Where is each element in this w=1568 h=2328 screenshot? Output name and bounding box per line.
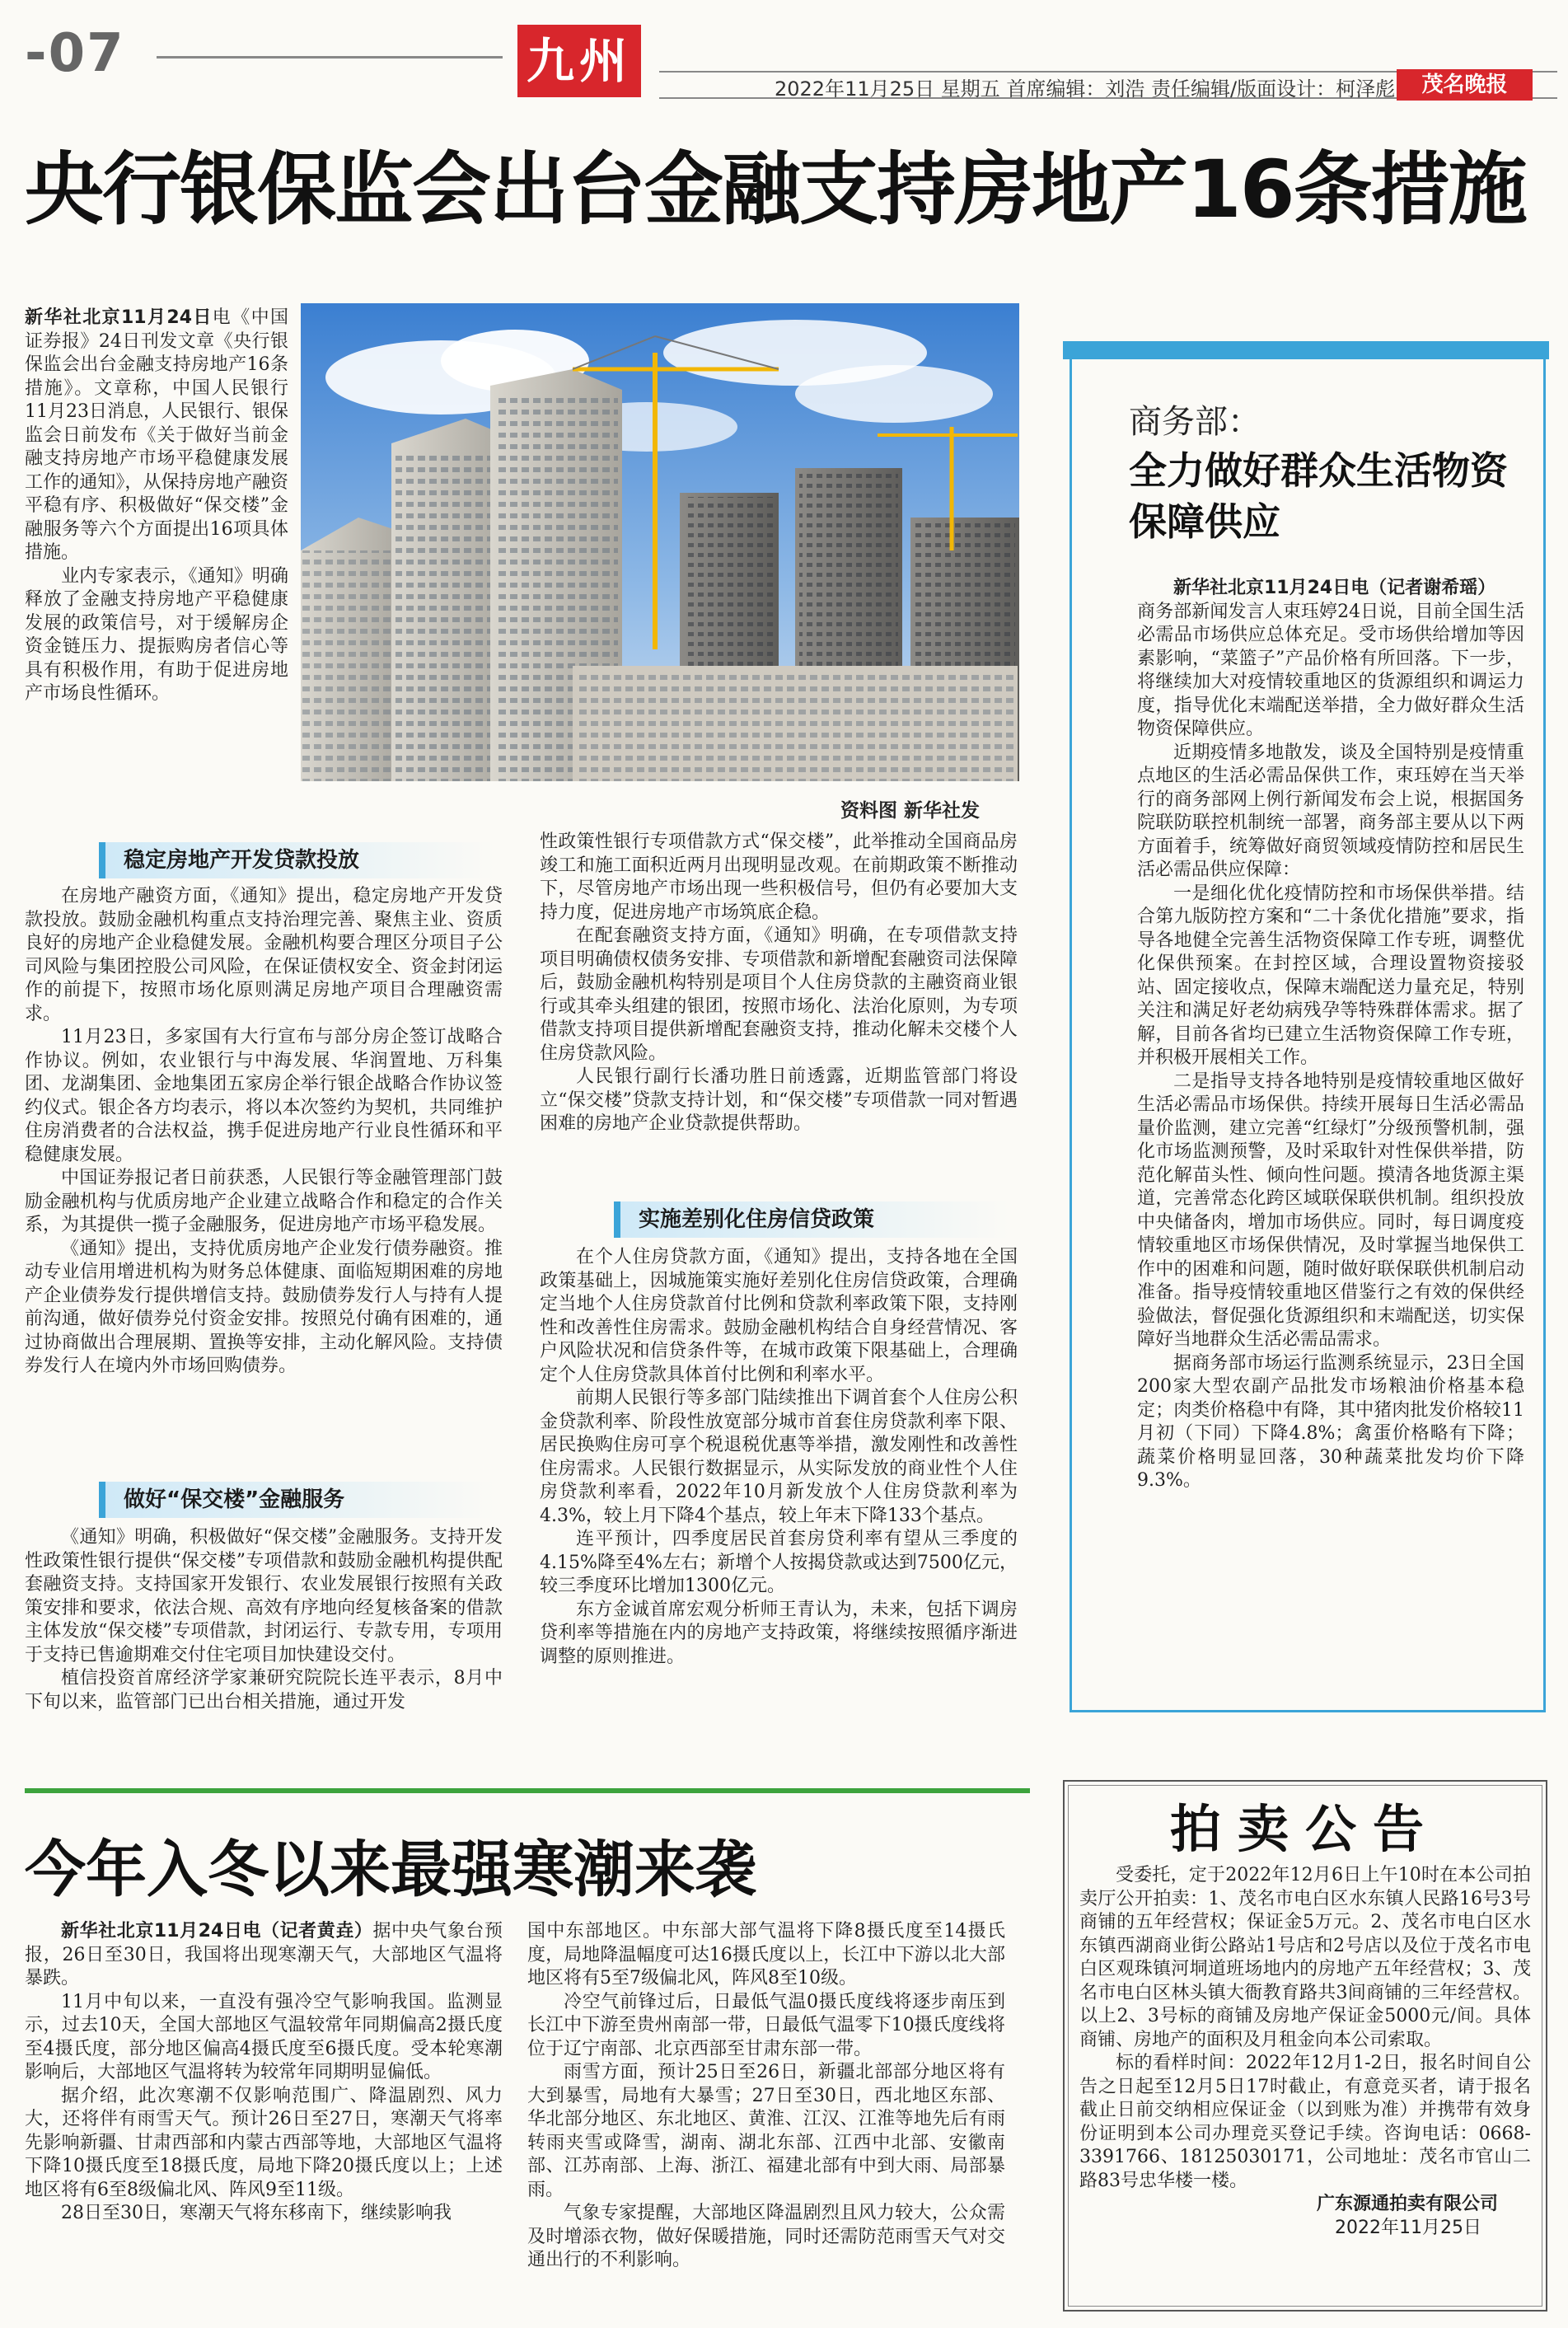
subhead-differentiated-credit: 实施差别化住房信贷政策: [614, 1201, 1009, 1238]
side-title: 全力做好群众生活物资保障供应: [1129, 448, 1508, 544]
auction-title: 拍卖公告: [1169, 1799, 1440, 1859]
lead-col1-p1: 在房地产融资方面，《通知》提出，稳定房地产开发贷款投放。鼓励金融机构重点支持治理完善、聚焦主业、资质良好的房地产企业稳健发展。金融机构要合理区分项目子公司风险与集团控股公司风险，在保证债权安全、资金封闭运作的前提下，按照市场化原则满足房地产项目合理融资需求。: [25, 886, 503, 1024]
cold-col1: [25, 1920, 503, 2226]
page-number: -07: [25, 23, 125, 84]
auction-p1: 受委托，定于2022年12月6日上午10时在本公司拍卖厅公开拍卖：1、茂名市电白区水东镇人民路16号3号商铺的五年经营权；保证金5万元。2、茂名市电白区水东镇西湖商业街公路站1号店和2号店以及位于茂名市电白区观珠镇河垌道班场地内的房地产五年经营权；3、茂名市电白区林头镇大衙教育路共3间商铺的三年经营权。以上2、3号标的商铺及房地产保证金5000元/间。具体商铺、房地产的面积及月租金向本公司索取。: [1079, 1865, 1531, 2050]
cold-p6: 冷空气前锋过后，日最低气温0摄氏度线将逐步南压到长江中下游至贵州南部一带，日最低气温零下10摄氏度线将位于辽宁南部、北京西部至甘肃东部一带。: [527, 1991, 1005, 2059]
cold-p7: 雨雪方面，预计25日至26日，新疆北部部分地区将有大到暴雪，局地有大暴雪；27日至30日，西北地区东部、华北部分地区、东北地区、黄淮、江汉、江淮等地先后有雨转雨夹雪或降雪，湖南、湖北东部、江西中北部、安徽南部、江苏南部、上海、浙江、福建北部有中到大雨、局部暴雨。: [527, 2062, 1005, 2200]
buildings-photo-graphic: [301, 303, 1019, 781]
lead-col1-p4: 《通知》提出，支持优质房地产企业发行债券融资。推动专业信用增进机构为财务总体健康、面临短期困难的房地产企业债券发行提供增信支持。鼓励债券发行人与持有人提前沟通，做好债券兑付资金安排。按照兑付确有困难的，通过协商做出合理展期、置换等安排，主动化解风险。支持债券发行人在境内外市场回购债券。: [25, 1238, 503, 1376]
cold-p3: 据介绍，此次寒潮不仅影响范围广、降温剧烈、风力大，还将伴有雨雪天气。预计26日至27日，寒潮天气将率先影响新疆、甘肃西部和内蒙古西部等地，大部地区气温将下降10摄氏度至18摄氏度，局地下降20摄氏度以上；上述地区将有6至8级偏北风、阵风9至11级。: [25, 2085, 503, 2200]
lead-col1-p5: 《通知》明确，积极做好“保交楼”金融服务。支持开发性政策性银行提供“保交楼”专项借款和鼓励金融机构提供配套融资支持。支持国家开发银行、农业发展银行按照有关政策安排和要求，依法合规、高效有序地向经复核备案的借款主体发放“保交楼”专项借款，封闭运行、专款专用，专项用于支持已售逾期难交付住宅项目加快建设交付。: [25, 1527, 503, 1665]
header-rule: [157, 56, 503, 59]
lead-intro: [25, 307, 288, 706]
side-dateline: 新华社北京11月24日电（记者谢希瑶）: [1173, 578, 1496, 598]
auction-date: 2022年11月25日: [1335, 2217, 1481, 2238]
lead-col1-p2: 11月23日，多家国有大行宣布与部分房企签订战略合作协议。例如，农业银行与中海发展、华润置地、万科集团、龙湖集团、金地集团五家房企举行银企战略合作协议签约仪式。银企各方均表示，将以本次签约为契机，共同维护住房消费者的合法权益，携手促进房地产行业良性循环和平稳健康发展。: [25, 1027, 503, 1165]
lead-col1-lower: [25, 1526, 503, 1714]
lead-intro-p1: 新华社北京11月24日电《中国证券报》24日刊发文章《央行银保监会出台金融支持房地产16条措施》。文章称，中国人民银行11月23日消息，人民银行、银保监会日前发布《关于做好当前金融支持房地产市场平稳健康发展工作的通知》，从保持房地产融资平稳有序、积极做好“保交楼”金融服务等六个方面提出16项具体措施。: [25, 307, 288, 563]
lead-col2-p6: 连平预计，四季度居民首套房贷利率有望从三季度的4.15%降至4%左右；新增个人按揭贷款或达到7500亿元，较三季度环比增加1300亿元。: [540, 1529, 1018, 1596]
lead-col1-p3: 中国证券报记者日前获悉，人民银行等金融管理部门鼓励金融机构与优质房地产企业建立战略合作和稳定的合作关系，为其提供一揽子金融服务，促进房地产市场平稳发展。: [25, 1168, 503, 1235]
cold-headline: 今年入冬以来最强寒潮来袭: [25, 1834, 756, 1905]
lead-col2-p2: 在配套融资支持方面，《通知》明确，在专项借款支持项目明确债权债务安排、专项借款和新增配套融资司法保障后，鼓励金融机构特别是项目个人住房贷款的主融资商业银行或其牵头组建的银团，按照市场化、法治化原则，为专项借款支持项目提供新增配套融资支持，推动化解未交楼个人住房贷款风险。: [540, 925, 1018, 1064]
auction-company: 广东源通拍卖有限公司: [1316, 2194, 1498, 2214]
lead-col2-upper: [540, 831, 1018, 1136]
lead-col2-lower: [540, 1246, 1018, 1669]
cold-p1: 新华社北京11月24日电（记者黄垚）据中央气象台预报，26日至30日，我国将出现寒潮天气，大部地区气温将暴跌。: [25, 1921, 503, 1988]
lead-col2-p7: 东方金诚首席宏观分析师王青认为，未来，包括下调房贷利率等措施在内的房地产支持政策，将继续按照循序渐进调整的原则推进。: [540, 1599, 1018, 1667]
side-p3: 一是细化优化疫情防控和市场保供举措。结合第九版防控方案和“二十条优化措施”要求，指导各地健全完善生活物资保障工作专班，调整优化保供预案。在封控区域，合理设置物资接驳站、固定接收点，保障末端配送力量充足，特别关注和满足好老幼病残孕等特殊群体需求。据了解，目前各省均已建立生活物资保障工作专班，并积极开展相关工作。: [1137, 883, 1524, 1068]
side-p2: 近期疫情多地散发，谈及全国特别是疫情重点地区的生活必需品保供工作，束珏婷在当天举行的商务部网上例行新闻发布会上说，根据国务院联防联控机制统一部署，商务部主要从以下两方面着手，统筹做好商贸领域疫情防控和居民生活必需品供应保障：: [1137, 742, 1524, 880]
lead-col2-p3: 人民银行副行长潘功胜日前透露，近期监管部门将设立“保交楼”贷款支持计划，和“保交楼”专项借款一同对暂遇困难的房地产企业贷款提供帮助。: [540, 1066, 1018, 1134]
side-p1: 商务部新闻发言人束珏婷24日说，目前全国生活必需品市场供应总体充足。受市场供给增加等因素影响，“菜篮子”产品价格有所回落。下一步，将继续加大对疫情较重地区的货源组织和调运力度，指导优化末端配送举措，全力做好群众生活物资保障供应。: [1137, 601, 1524, 739]
side-p4: 二是指导支持各地特别是疫情较重地区做好生活必需品市场保供。持续开展每日生活必需品量价监测，建立完善“红绿灯”分级预警机制，强化市场监测预警，及时采取针对性保供举措，防范化解苗头性、倾向性问题。摸清各地货源主渠道，完善常态化跨区域联保联供机制。组织投放中央储备肉，增加市场供应。同时，每日调度疫情较重地区市场保供情况，及时掌握当地保供工作中的困难和问题，随时做好联保联供机制启动准备。指导疫情较重地区借鉴行之有效的保供经验做法，督促强化货源组织和末端配送，切实保障好当地群众生活必需品需求。: [1137, 1070, 1524, 1350]
lead-col1-p6: 植信投资首席经济学家兼研究院院长连平表示，8月中下旬以来，监管部门已出台相关措施，通过开发: [25, 1668, 503, 1712]
lead-col2-p1: 性政策性银行专项借款方式“保交楼”，此举推动全国商品房竣工和施工面积近两月出现明显改观。在前期政策不断推动下，尽管房地产市场出现一些积极信号，但仍有必要加大支持力度，促进房地产市场筑底企稳。: [540, 831, 1018, 923]
section-divider: [25, 1788, 1030, 1793]
lead-dateline: 新华社北京11月24日: [25, 307, 213, 328]
side-kicker: 商务部：: [1129, 403, 1261, 441]
header-meta: 2022年11月25日 星期五 首席编辑：刘浩 责任编辑/版面设计：柯泽彪: [775, 77, 1396, 101]
side-p5: 据商务部市场运行监测系统显示，23日全国200家大型农副产品批发市场粮油价格基本稳定；肉类价格稳中有降，其中猪肉批发价格较11月初（下同）下降4.8%；禽蛋价格略有下降；蔬菜价格明显回落，30种蔬菜批发均价下降9.3%。: [1137, 1352, 1524, 1491]
photo-caption: 资料图 新华社发: [840, 800, 981, 822]
cold-p2: 11月中旬以来，一直没有强冷空气影响我国。监测显示，过去10天，全国大部地区气温较常年同期偏高2摄氏度至4摄氏度，部分地区偏高4摄氏度至6摄氏度。受本轮寒潮影响后，大部地区气温将转为较常年同期明显偏低。: [25, 1991, 503, 2082]
section-badge: 九州: [517, 25, 641, 97]
cold-p5: 国中东部地区。中东部大部气温将下降8摄氏度至14摄氏度，局地降温幅度可达16摄氏度以上，长江中下游以北大部地区将有5至7级偏北风，阵风8至10级。: [527, 1921, 1005, 1988]
buildings-photo: [301, 303, 1019, 781]
lead-col2-p4: 在个人住房贷款方面，《通知》提出，支持各地在全国政策基础上，因城施策实施好差别化住房信贷政策，合理确定当地个人住房贷款首付比例和贷款利率政策下限，支持刚性和改善性住房需求。鼓励金融机构结合自身经营情况、客户风险状况和信贷条件等，在城市政策下限基础上，合理确定个人住房贷款具体首付比例和利率水平。: [540, 1247, 1018, 1385]
subhead-stable-loans: 稳定房地产开发贷款投放: [99, 842, 494, 878]
auction-body: [1079, 1864, 1531, 2240]
side-article-tab: [1063, 341, 1549, 359]
lead-headline: 央行银保监会出台金融支持房地产16条措施: [25, 143, 1526, 236]
lead-col2-p5: 前期人民银行等多部门陆续推出下调首套个人住房公积金贷款利率、阶段性放宽部分城市首套住房贷款利率下限、居民换购住房可享个税退税优惠等举措，激发刚性和改善性住房需求。人民银行数据显示，从实际发放的商业性个人住房贷款利率看，2022年10月新发放个人住房贷款利率为4.3%，较上月下降4个基点，较上年末下降133个基点。: [540, 1388, 1018, 1526]
auction-p2: 标的看样时间：2022年12月1-2日，报名时间自公告之日起至12月5日17时截止，有意竞买者，请于报名截止日前交纳相应保证金（以到账为准）并携带有效身份证明到本公司办理竞买登记手续。咨询电话：0668-3391766、18125030171，公司地址：茂名市官山二路83号忠华楼一楼。: [1079, 2053, 1531, 2191]
lead-intro-p2: 业内专家表示，《通知》明确释放了金融支持房地产平稳健康发展的政策信号，对于缓解房企资金链压力、提振购房者信心等具有积极作用，有助于促进房地产市场良性循环。: [25, 565, 288, 704]
cold-p8: 气象专家提醒，大部地区降温剧烈且风力较大，公众需及时增添衣物，做好保暖措施，同时还需防范雨雪天气对交通出行的不利影响。: [527, 2203, 1005, 2270]
lead-col1-upper: [25, 885, 503, 1379]
cold-p4: 28日至30日，寒潮天气将东移南下，继续影响我: [61, 2203, 452, 2223]
side-body: [1137, 577, 1524, 1493]
subhead-baojiaolou: 做好“保交楼”金融服务: [99, 1482, 494, 1518]
cold-col2: [527, 1920, 1005, 2273]
paper-logo: 茂名晚报: [1397, 69, 1533, 101]
